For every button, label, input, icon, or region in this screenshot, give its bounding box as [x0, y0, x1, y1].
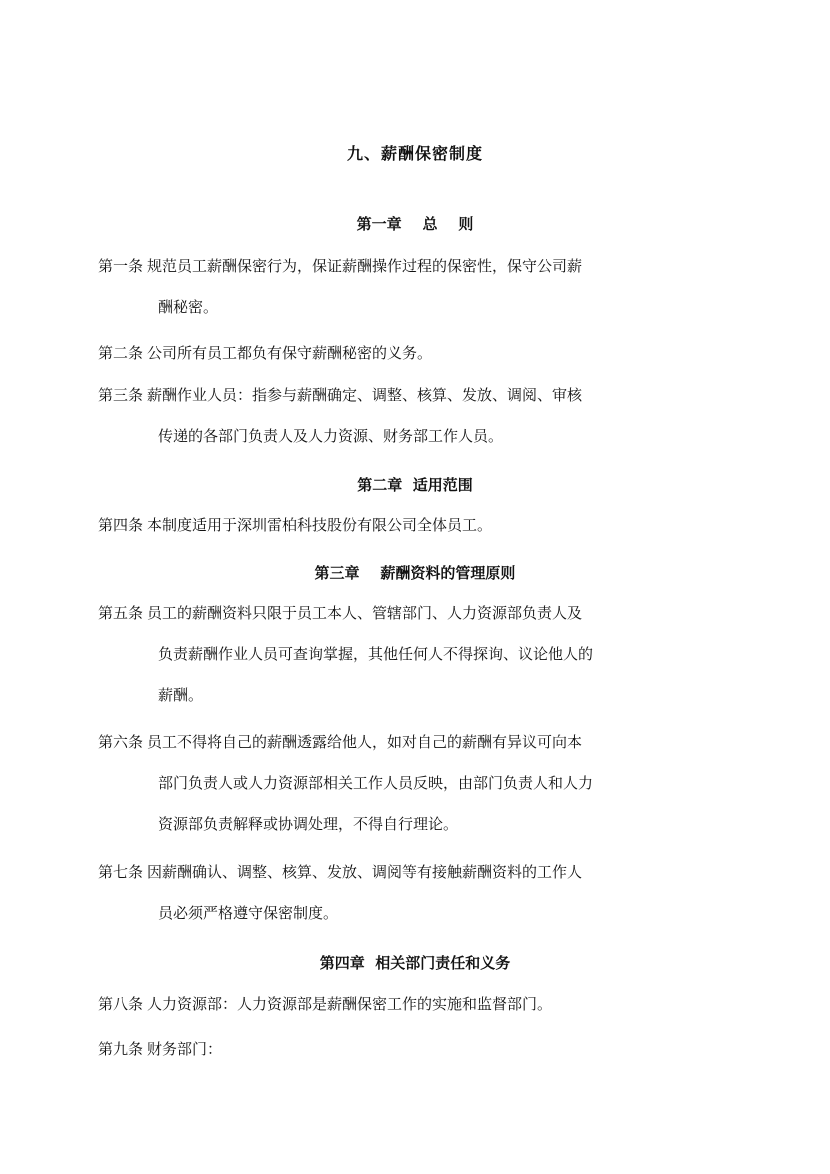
article-label: 第七条 — [98, 863, 144, 881]
article-6 — [98, 722, 658, 845]
article-first-line — [98, 852, 658, 893]
article-9 — [98, 1029, 658, 1070]
chapter-heading: 第一章 总 则 — [356, 215, 474, 233]
article-5 — [98, 593, 658, 716]
article-text: 财务部门： — [147, 1040, 223, 1058]
article-continuation: 薪酬。 — [158, 686, 204, 704]
article-text: 本制度适用于深圳雷柏科技股份有限公司全体员工。 — [147, 516, 493, 534]
article-label: 第六条 — [98, 733, 144, 751]
article-text: 人力资源部：人力资源部是薪酬保密工作的实施和监督部门。 — [147, 995, 553, 1013]
article-continuation: 酬秘密。 — [158, 298, 219, 316]
article-8 — [98, 984, 658, 1025]
article-label: 第九条 — [98, 1040, 144, 1058]
article-first-line — [98, 375, 658, 416]
article-continuation: 员必须严格遵守保密制度。 — [158, 904, 339, 922]
chapter-heading: 第二章 适用范围 — [357, 476, 473, 494]
article-first-line — [98, 722, 658, 763]
article-first-line — [98, 505, 658, 546]
article-first-line — [98, 246, 658, 287]
article-label: 第三条 — [98, 386, 144, 404]
article-continuation: 部门负责人或人力资源部相关工作人员反映，由部门负责人和人力 — [158, 774, 594, 792]
article-text: 员工的薪酬资料只限于员工本人、管辖部门、人力资源部负责人及 — [147, 604, 583, 622]
article-label: 第四条 — [98, 516, 144, 534]
article-first-line — [98, 1029, 658, 1070]
article-text: 公司所有员工都负有保守薪酬秘密的义务。 — [147, 344, 433, 362]
article-text: 薪酬作业人员：指参与薪酬确定、调整、核算、发放、调阅、审核 — [147, 386, 583, 404]
article-text: 规范员工薪酬保密行为，保证薪酬操作过程的保密性，保守公司薪 — [147, 257, 583, 275]
document-title: 九、薪酬保密制度 — [346, 144, 483, 163]
article-continuation: 负责薪酬作业人员可查询掌握，其他任何人不得探询、议论他人的 — [158, 645, 594, 663]
article-text: 员工不得将自己的薪酬透露给他人，如对自己的薪酬有异议可向本 — [147, 733, 583, 751]
article-first-line — [98, 593, 658, 634]
chapter-heading: 第四章 相关部门责任和义务 — [319, 954, 511, 972]
article-7 — [98, 852, 658, 934]
article-label: 第二条 — [98, 344, 144, 362]
article-3 — [98, 375, 658, 457]
article-continuation: 资源部负责解释或协调处理，不得自行理论。 — [158, 815, 459, 833]
article-label: 第一条 — [98, 257, 144, 275]
article-label: 第八条 — [98, 995, 144, 1013]
chapter-heading: 第三章 薪酬资料的管理原则 — [314, 564, 516, 582]
article-1 — [98, 246, 658, 328]
article-4 — [98, 505, 658, 546]
article-2 — [98, 333, 658, 374]
article-first-line — [98, 984, 658, 1025]
article-continuation: 传递的各部门负责人及人力资源、财务部工作人员。 — [158, 427, 504, 445]
article-first-line — [98, 333, 658, 374]
article-label: 第五条 — [98, 604, 144, 622]
article-text: 因薪酬确认、调整、核算、发放、调阅等有接触薪酬资料的工作人 — [147, 863, 583, 881]
